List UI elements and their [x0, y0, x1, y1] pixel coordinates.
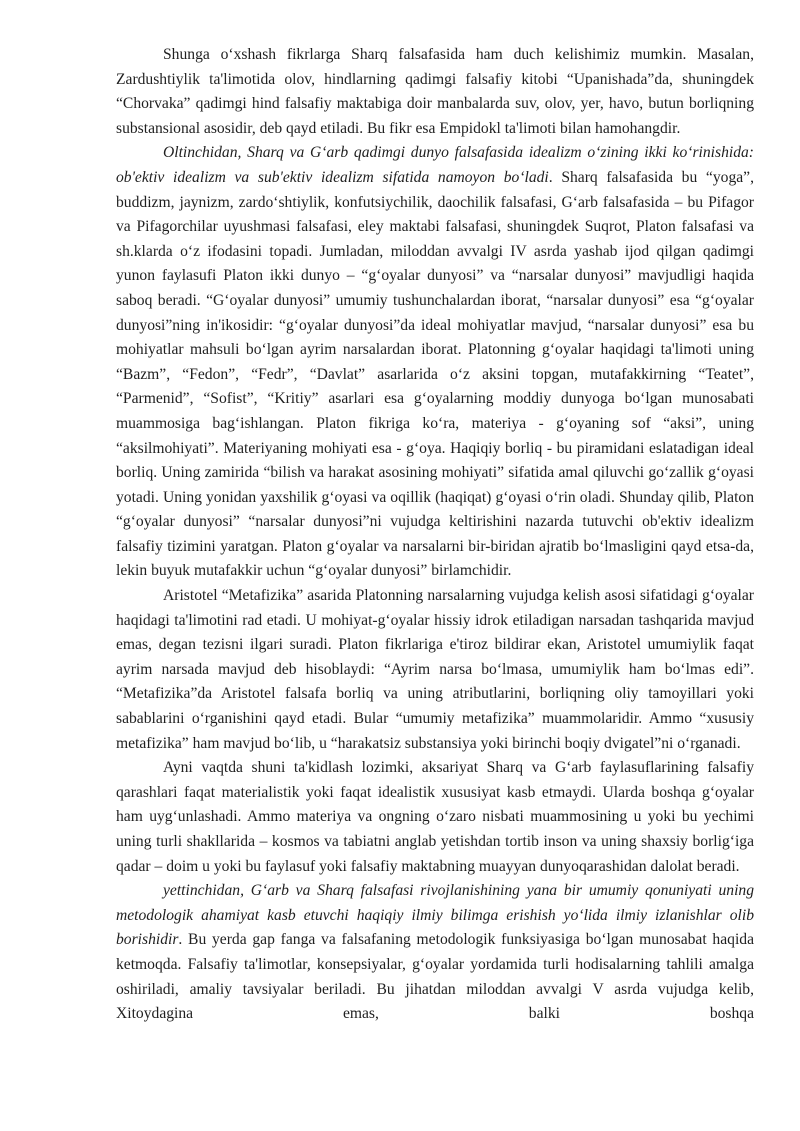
paragraph-5: [116, 879, 754, 1027]
paragraph-3-text: Aristotel “Metafizika” asarida Platonning narsalarning vujudga kelish asosi sifatidagi g‘oyalar haqidagi ta'limotini rad etadi. U mohiyat-g‘oyalar hissiy idrok etiladigan narsadan tashqarida mavjud emas, degan tezisni ilgari suradi. Platon fikrlariga e'tiroz bildirar ekan, Aristotel umumiylik faqat ayrim narsada mavjud deb hisoblaydi: “Ayrim narsa bo‘lmasa, umumiylik ham bo‘lmas edi”. “Metafizika”da Aristotel falsafa borliq va uning atributlarini, borliqning oliy tamoyillari yoki sabablarini o‘rganishini qayd etadi. Bular “umumiy metafizika” muammolaridir. Ammo “xususiy metafizika” ham mavjud bo‘lib, u “harakatsiz substansiya yoki birinchi boqiy dvigatel”ni o‘rganadi.: [116, 587, 754, 752]
paragraph-1: [116, 43, 754, 141]
paragraph-5-italic-lead: yettinchidan, G‘arb va Sharq falsafasi rivojlanishining yana bir umumiy qonuniyati uning metodologik ahamiyat kasb etuvchi haqiqiy ilmiy bilimga erishish yo‘lida ilmiy izlanishlar olib borishidir: [116, 882, 754, 949]
paragraph-2: [116, 141, 754, 584]
paragraph-5-text: . Bu yerda gap fanga va falsafaning metodologik funksiyasiga bo‘lgan munosabat haqida ketmoqda. Falsafiy ta'limotlar, konsepsiyalar, g‘oyalar yordamida turli hodisalarning tahlili amalga oshiriladi, amaliy tavsiyalar beriladi. Bu jihatdan miloddan avvalgi V asrda vujudga kelib, Xitoydagina emas, balki boshqa: [116, 931, 754, 1023]
paragraph-2-italic-lead: Oltinchidan, Sharq va G‘arb qadimgi dunyo falsafasida idealizm o‘zining ikki ko‘rinishida: ob'ektiv idealizm va sub'ektiv idealizm sifatida namoyon bo‘ladi: [116, 144, 754, 186]
paragraph-3: [116, 584, 754, 756]
paragraph-4: [116, 756, 754, 879]
paragraph-1-text: Shunga o‘xshash fikrlarga Sharq falsafasida ham duch kelishimiz mumkin. Masalan, Zardushtiylik ta'limotida olov, hindlarning qadimgi falsafiy kitobi “Upanishada”da, shuningdek “Chorvaka” qadimgi hind falsafiy maktabiga doir manbalarda suv, olov, yer, havo, butun borliqning substansional asosidir, deb qayd etiladi. Bu fikr esa Empidokl ta'limoti bilan hamohangdir.: [116, 46, 754, 137]
paragraph-2-text: . Sharq falsafasida bu “yoga”, buddizm, jaynizm, zardo‘shtiylik, konfutsiychilik, daochilik falsafasi, G‘arb falsafasida – bu Pifagor va Pifagorchilar uyushmasi falsafasi, eley maktabi falsafasi, shuningdek Suqrot, Platon falsafasi va sh.klarda o‘z ifodasini topadi. Jumladan, miloddan avvalgi IV asrda yashab ijod qilgan qadimgi yunon faylasufi Platon ikki dunyo – “g‘oyalar dunyosi” va “narsalar dunyosi” mavjudligi haqida saboq beradi. “G‘oyalar dunyosi” umumiy tushunchalardan iborat, “narsalar dunyosi” esa “g‘oyalar dunyosi”ning in'ikosidir: “g‘oyalar dunyosi”da ideal mohiyatlar mavjud, “narsalar dunyosi” esa bu mohiyatlar mahsuli bo‘lgan ayrim narsalardan iborat. Platonning g‘oyalar haqidagi ta'limoti uning “Bazm”, “Fedon”, “Fedr”, “Davlat” asarlarida o‘z aksini topgan, mutafakkirning “Teatet”, “Parmenid”, “Sofist”, “Kritiy” asarlari esa g‘oyalarning moddiy dunyoga bo‘lgan munosabati muammosiga bag‘ishlangan. Platon fikriga ko‘ra, materiya - g‘oyaning sof “aksi”, uning “aksilmohiyati”. Materiyaning mohiyati esa - g‘oya. Haqiqiy borliq - bu piramidani eslatadigan ideal borliq. Uning zamirida “bilish va harakat asosining mohiyati” sifatida amal qiluvchi go‘zallik g‘oyasi yotadi. Uning yonidan yaxshilik g‘oyasi va oqillik (haqiqat) g‘oyasi o‘rin oladi. Shunday qilib, Platon “g‘oyalar dunyosi” “narsalar dunyosi”ni vujudga keltirishini nazarda tutuvchi ob'ektiv idealizm falsafiy tizimini yaratgan. Platon g‘oyalar va narsalarni bir-biridan ajratib bo‘lmasligini qayd etsa-da, lekin buyuk mutafakkir uchun “g‘oyalar dunyosi” birlamchidir.: [116, 168, 754, 580]
document-page: [116, 43, 754, 1027]
paragraph-4-text: Ayni vaqtda shuni ta'kidlash lozimki, aksariyat Sharq va G‘arb faylasuflarining falsafiy qarashlari faqat materialistik yoki faqat idealistik xususiyat kasb etmaydi. Ularda boshqa g‘oyalar ham uyg‘unlashadi. Ammo materiya va ongning o‘zaro nisbati muammosining u yoki bu yechimi uning turli shakllarida – kosmos va tabiatni anglab yetishdan tortib inson va uning shaxsiy borlig‘iga qadar – doim u yoki bu faylasuf yoki falsafiy maktabning muayyan dunyoqarashidan dalolat beradi.: [116, 759, 754, 875]
